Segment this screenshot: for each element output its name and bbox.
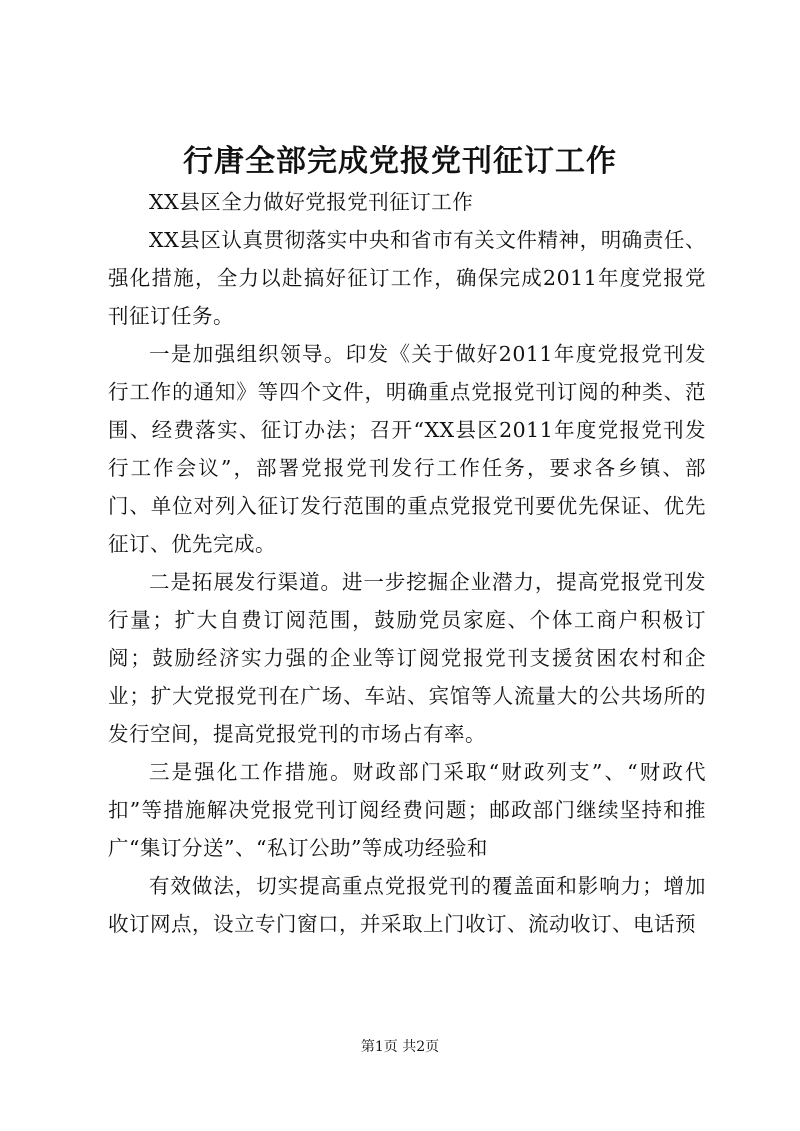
document-body [108, 183, 706, 943]
page-number-footer: 第1页 共2页 [360, 1039, 440, 1055]
document-title: 行唐全部完成党报党刊征订工作 [183, 144, 617, 179]
paragraph-measures: 三是强化工作措施。财政部门采取“财政列支”、“财政代扣”等措施解决党报党刊订阅经费问题；邮政部门继续坚持和推广“集订分送”、“私订公助”等成功经验和 [108, 760, 706, 860]
paragraph-intro: XX县区认真贯彻落实中央和省市有关文件精神，明确责任、强化措施，全力以赴搞好征订工作，确保完成2011年度党报党刊征订任务。 [108, 228, 706, 328]
paragraph-channels: 二是拓展发行渠道。进一步挖掘企业潜力，提高党报党刊发行量；扩大自费订阅范围，鼓励党员家庭、个体工商户积极订阅；鼓励经济实力强的企业等订阅党报党刊支援贫困农村和企业；扩大党报党刊在广场、车站、宾馆等人流量大的公共场所的发行空间，提高党报党刊的市场占有率。 [108, 570, 706, 746]
paragraph-subtitle: XX县区全力做好党报党刊征订工作 [149, 190, 474, 214]
paragraph-organization: 一是加强组织领导。印发《关于做好2011年度党报党刊发行工作的通知》等四个文件，明确重点党报党刊订阅的种类、范围、经费落实、征订办法；召开“XX县区2011年度党报党刊发行工作会议”，部署党报党刊发行工作任务，要求各乡镇、部门、单位对列入征订发行范围的重点党报党刊要优先保证、优先征订、优先完成。 [108, 342, 706, 556]
paragraph-practices: 有效做法，切实提高重点党报党刊的覆盖面和影响力；增加收订网点，设立专门窗口，并采取上门收订、流动收订、电话预 [108, 874, 706, 936]
